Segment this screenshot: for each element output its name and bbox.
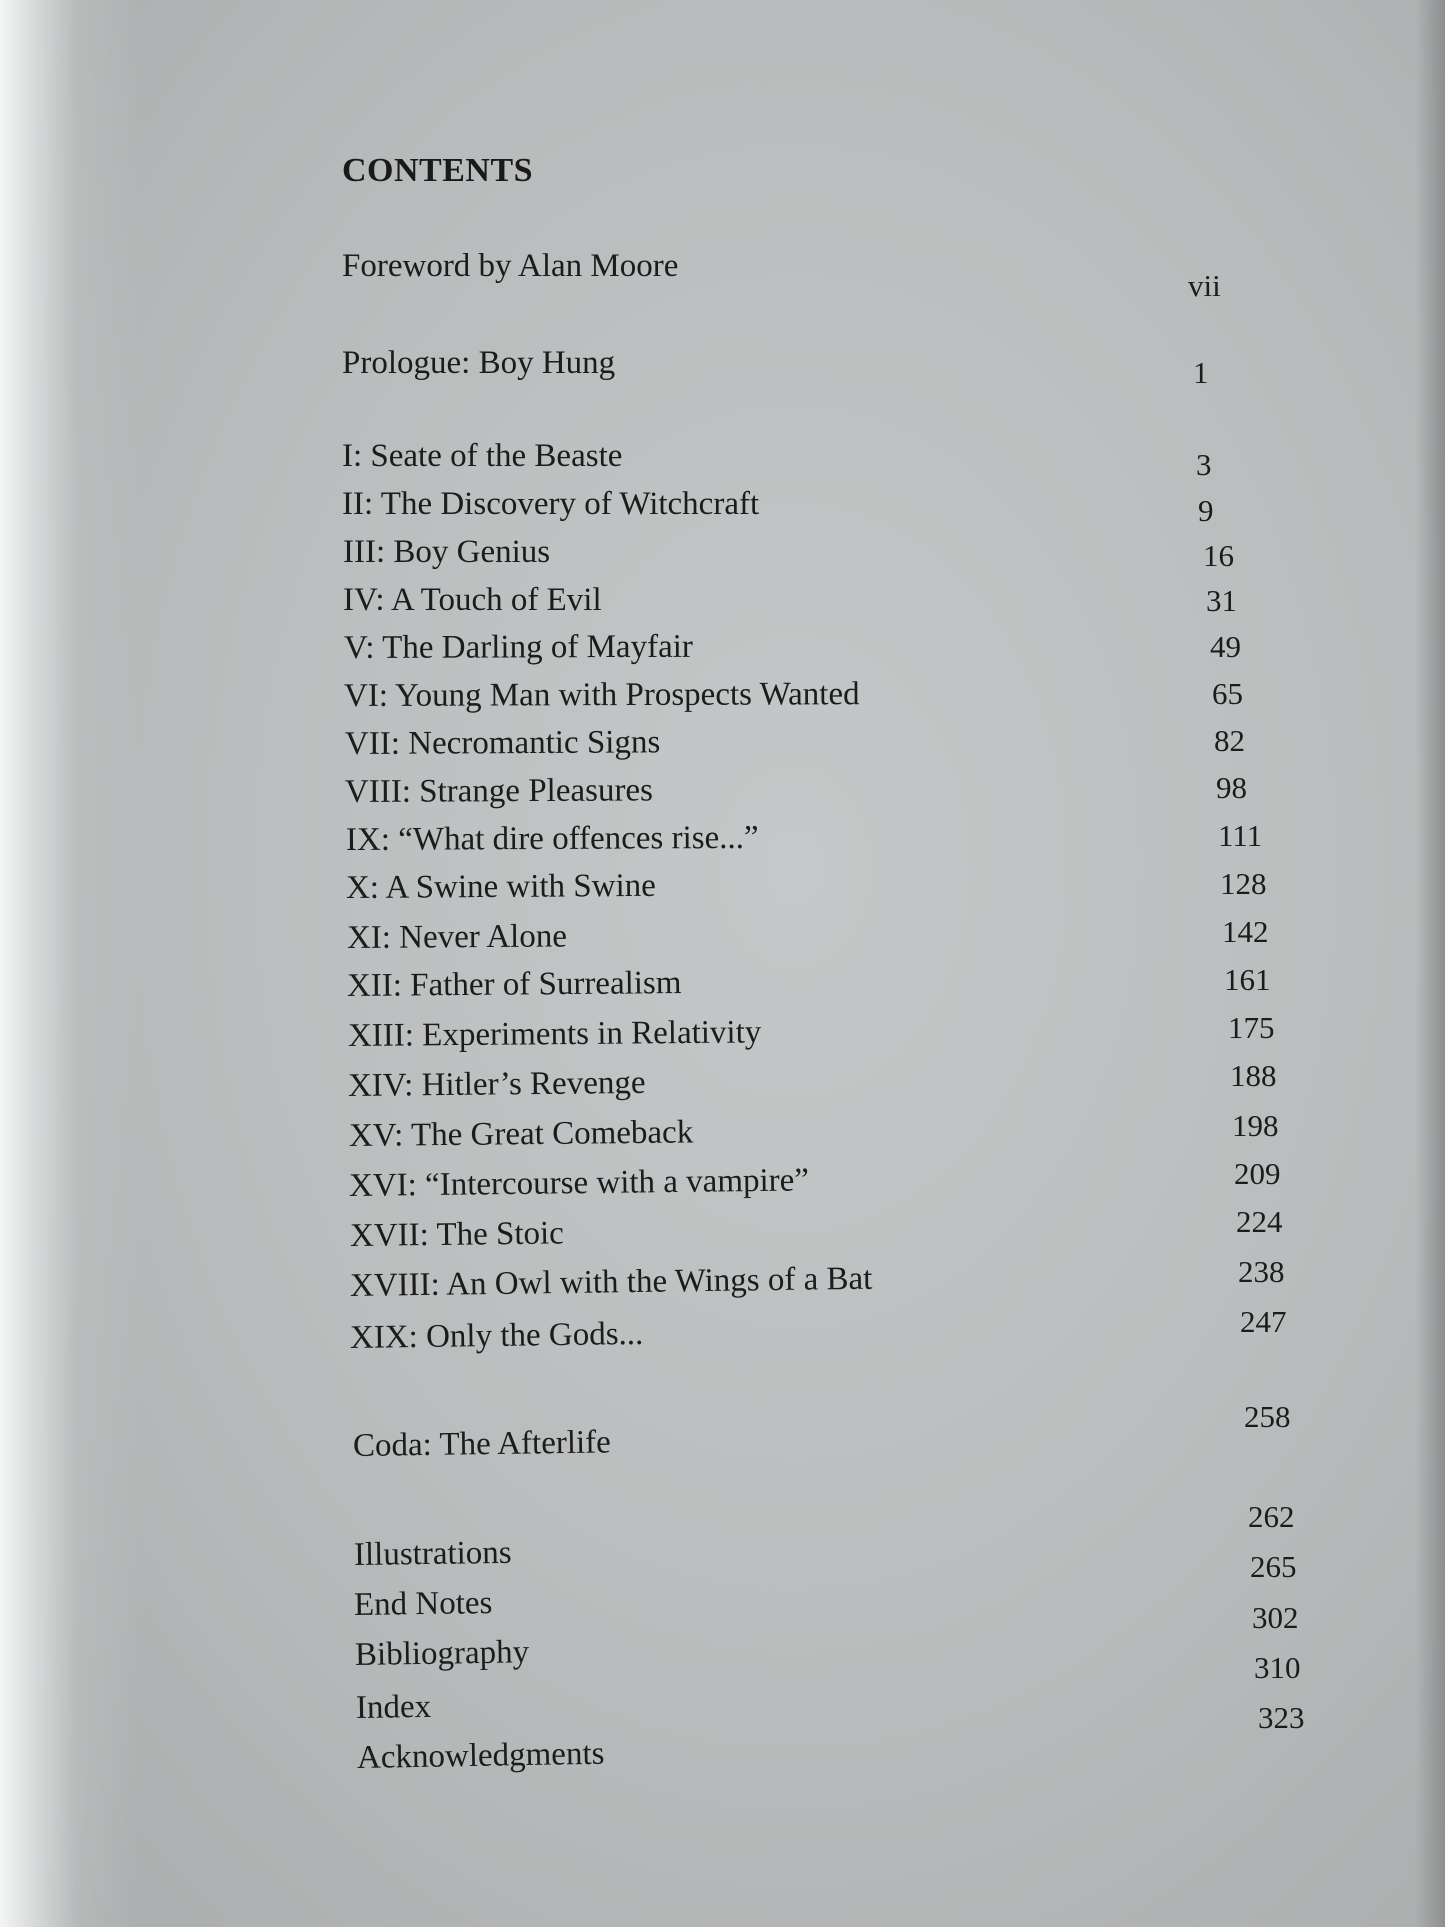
toc-entry-title: II: The Discovery of Witchcraft — [342, 486, 760, 522]
toc-entry-title: Foreword by Alan Moore — [342, 248, 679, 284]
toc-entry-page-number: vii — [1188, 268, 1221, 303]
toc-entry-title: Prologue: Boy Hung — [342, 345, 616, 381]
contents-heading: CONTENTS — [342, 152, 534, 189]
toc-entry-title: IV: A Touch of Evil — [343, 582, 602, 618]
toc-entry-title: XII: Father of Surrealism — [346, 965, 682, 1004]
toc-entry-title: XIX: Only the Gods... — [349, 1315, 644, 1356]
toc-entry-title: VIII: Strange Pleasures — [344, 772, 654, 810]
toc-entry-title: VI: Young Man with Prospects Wanted — [343, 676, 860, 714]
toc-entry-page-number: 128 — [1220, 866, 1267, 901]
toc-entry-page-number: 209 — [1234, 1156, 1281, 1191]
toc-entry-page-number: 310 — [1254, 1650, 1301, 1685]
toc-entry-page-number: 1 — [1193, 355, 1209, 390]
toc-entry-title: End Notes — [353, 1585, 493, 1623]
toc-entry-page-number: 224 — [1236, 1204, 1283, 1239]
toc-entry-page-number: 82 — [1214, 723, 1245, 758]
toc-entry-page-number: 31 — [1206, 583, 1237, 618]
toc-entry-title: XV: The Great Comeback — [348, 1114, 694, 1154]
toc-entry-title: XVIII: An Owl with the Wings of a Bat — [349, 1260, 873, 1304]
toc-entry-title: VII: Necromantic Signs — [344, 724, 661, 762]
spine-shadow — [0, 0, 140, 1927]
toc-entry-page-number: 3 — [1196, 447, 1212, 482]
toc-entry-page-number: 188 — [1230, 1058, 1277, 1093]
toc-entry-page-number: 49 — [1210, 629, 1241, 664]
toc-entry-page-number: 9 — [1198, 493, 1214, 528]
toc-entry-page-number: 16 — [1203, 538, 1234, 573]
toc-entry-page-number: 262 — [1248, 1499, 1295, 1534]
toc-entry-page-number: 198 — [1232, 1108, 1279, 1143]
page-edge-shadow — [1415, 0, 1445, 1927]
toc-entry-page-number: 265 — [1250, 1549, 1297, 1584]
toc-entry-page-number: 111 — [1218, 818, 1263, 853]
toc-entry-title: Illustrations — [353, 1534, 512, 1573]
toc-entry-title: XIV: Hitler’s Revenge — [347, 1064, 646, 1104]
toc-entry-title: XVII: The Stoic — [349, 1215, 565, 1254]
toc-entry-page-number: 302 — [1252, 1600, 1299, 1635]
toc-entry-title: IX: “What dire offences rise...” — [345, 819, 759, 858]
toc-entry-page-number: 323 — [1258, 1700, 1305, 1735]
toc-entry-title: X: A Swine with Swine — [345, 867, 656, 906]
toc-entry-title: XIII: Experiments in Relativity — [347, 1014, 762, 1054]
toc-entry-page-number: 258 — [1244, 1399, 1291, 1434]
toc-entry-page-number: 161 — [1224, 962, 1271, 997]
toc-entry-page-number: 65 — [1212, 676, 1243, 711]
toc-entry-title: Acknowledgments — [356, 1735, 605, 1776]
toc-entry-page-number: 175 — [1228, 1010, 1275, 1045]
toc-entry-title: V: The Darling of Mayfair — [343, 628, 693, 666]
toc-entry-title: Index — [355, 1688, 432, 1726]
toc-entry-page-number: 142 — [1222, 914, 1269, 949]
toc-entry-title: Bibliography — [354, 1634, 530, 1673]
toc-entry-title: I: Seate of the Beaste — [342, 438, 623, 474]
toc-entry-title: XI: Never Alone — [346, 918, 568, 956]
toc-entry-page-number: 238 — [1238, 1254, 1285, 1289]
toc-entry-page-number: 98 — [1216, 770, 1247, 805]
toc-entry-page-number: 247 — [1240, 1304, 1287, 1339]
toc-entry-title: III: Boy Genius — [343, 534, 551, 570]
toc-entry-title: XVI: “Intercourse with a vampire” — [348, 1162, 810, 1204]
toc-entry-title: Coda: The Afterlife — [352, 1424, 612, 1464]
